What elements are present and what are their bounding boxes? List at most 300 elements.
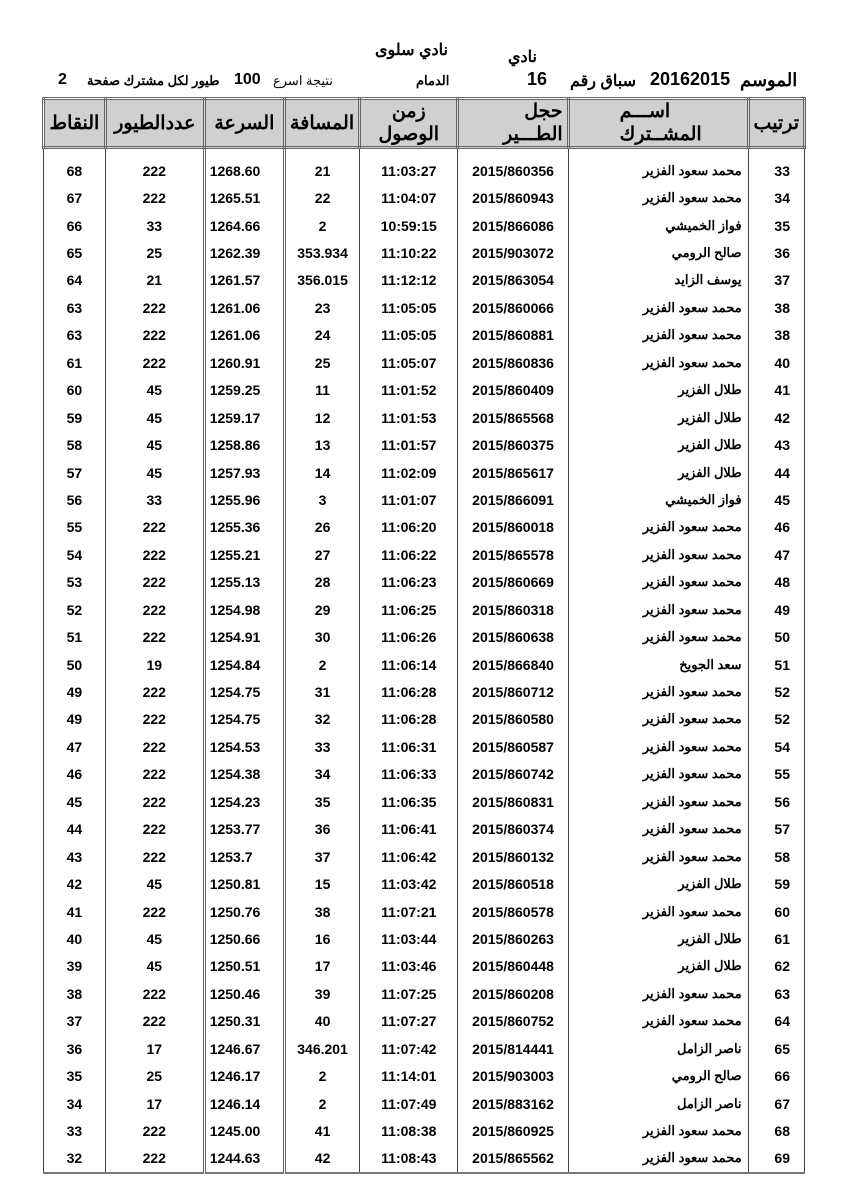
- speed-cell: 1260.91: [204, 349, 284, 376]
- rank-cell: 55: [748, 761, 804, 788]
- ring-cell: 2015/865562: [458, 1145, 568, 1173]
- name-cell: محمد سعود الفزير: [568, 349, 748, 376]
- distance-cell: 2: [285, 212, 360, 239]
- column-header-rank: ترتيب: [748, 99, 804, 148]
- time-cell: 11:01:07: [360, 486, 458, 513]
- time-cell: 11:07:21: [360, 898, 458, 925]
- table-row: [44, 706, 805, 733]
- points-cell: 32: [44, 1145, 106, 1173]
- rank-cell: 64: [748, 1008, 804, 1035]
- birds-cell: 25: [105, 1062, 204, 1089]
- speed-cell: 1250.46: [204, 980, 284, 1007]
- club-label: نادي: [508, 49, 537, 66]
- birds-cell: 222: [105, 816, 204, 843]
- points-cell: 34: [44, 1090, 106, 1117]
- ring-cell: 2015/860587: [458, 733, 568, 760]
- points-cell: 43: [44, 843, 106, 870]
- points-cell: 38: [44, 980, 106, 1007]
- time-cell: 11:08:38: [360, 1117, 458, 1144]
- rank-cell: 67: [748, 1090, 804, 1117]
- name-cell: محمد سعود الفزير: [568, 678, 748, 705]
- speed-cell: 1264.66: [204, 212, 284, 239]
- speed-cell: 1261.57: [204, 267, 284, 294]
- birds-cell: 222: [105, 1008, 204, 1035]
- ring-cell: 2015/860318: [458, 596, 568, 623]
- table-row: [44, 761, 805, 788]
- time-cell: 11:06:41: [360, 816, 458, 843]
- table-row: [44, 239, 805, 266]
- speed-cell: 1268.60: [204, 148, 284, 185]
- rank-cell: 45: [748, 486, 804, 513]
- points-cell: 60: [44, 377, 106, 404]
- distance-cell: 42: [285, 1145, 360, 1173]
- speed-cell: 1244.63: [204, 1145, 284, 1173]
- ring-cell: 2015/866840: [458, 651, 568, 678]
- ring-cell: 2015/860208: [458, 980, 568, 1007]
- time-cell: 11:07:25: [360, 980, 458, 1007]
- birds-cell: 222: [105, 596, 204, 623]
- points-cell: 49: [44, 706, 106, 733]
- distance-cell: 30: [285, 623, 360, 650]
- ring-cell: 2015/860578: [458, 898, 568, 925]
- rank-cell: 68: [748, 1117, 804, 1144]
- rank-cell: 52: [748, 706, 804, 733]
- name-cell: محمد سعود الفزير: [568, 1117, 748, 1144]
- page-number: 2: [58, 71, 67, 88]
- table-row: [44, 541, 805, 568]
- ring-cell: 2015/860375: [458, 431, 568, 458]
- name-cell: طلال الفزير: [568, 459, 748, 486]
- birds-cell: 222: [105, 843, 204, 870]
- time-cell: 11:03:42: [360, 870, 458, 897]
- birds-cell: 222: [105, 184, 204, 211]
- points-cell: 35: [44, 1062, 106, 1089]
- distance-cell: 31: [285, 678, 360, 705]
- name-cell: محمد سعود الفزير: [568, 843, 748, 870]
- distance-cell: 21: [285, 148, 360, 185]
- time-cell: 11:06:22: [360, 541, 458, 568]
- points-cell: 50: [44, 651, 106, 678]
- rank-cell: 34: [748, 184, 804, 211]
- distance-cell: 24: [285, 322, 360, 349]
- distance-cell: 17: [285, 953, 360, 980]
- name-cell: محمد سعود الفزير: [568, 541, 748, 568]
- birds-cell: 45: [105, 377, 204, 404]
- birds-cell: 222: [105, 733, 204, 760]
- name-cell: صالح الرومي: [568, 1062, 748, 1089]
- points-cell: 40: [44, 925, 106, 952]
- name-cell: محمد سعود الفزير: [568, 514, 748, 541]
- points-cell: 63: [44, 322, 106, 349]
- ring-cell: 2015/860836: [458, 349, 568, 376]
- time-cell: 11:03:44: [360, 925, 458, 952]
- time-cell: 11:10:22: [360, 239, 458, 266]
- speed-cell: 1255.13: [204, 569, 284, 596]
- ring-cell: 2015/860066: [458, 294, 568, 321]
- rank-cell: 49: [748, 596, 804, 623]
- name-cell: محمد سعود الفزير: [568, 184, 748, 211]
- speed-cell: 1253.77: [204, 816, 284, 843]
- time-cell: 11:03:27: [360, 148, 458, 185]
- rank-cell: 57: [748, 816, 804, 843]
- table-row: [44, 816, 805, 843]
- time-cell: 11:01:52: [360, 377, 458, 404]
- table-row: [44, 898, 805, 925]
- table-row: [44, 212, 805, 239]
- distance-cell: 3: [285, 486, 360, 513]
- distance-cell: 29: [285, 596, 360, 623]
- table-row: [44, 843, 805, 870]
- rank-cell: 60: [748, 898, 804, 925]
- time-cell: 11:05:07: [360, 349, 458, 376]
- birds-cell: 45: [105, 404, 204, 431]
- points-cell: 65: [44, 239, 106, 266]
- name-cell: محمد سعود الفزير: [568, 733, 748, 760]
- points-cell: 66: [44, 212, 106, 239]
- speed-cell: 1257.93: [204, 459, 284, 486]
- time-cell: 11:01:53: [360, 404, 458, 431]
- time-cell: 11:06:20: [360, 514, 458, 541]
- speed-cell: 1261.06: [204, 294, 284, 321]
- time-cell: 11:07:27: [360, 1008, 458, 1035]
- ring-cell: 2015/860943: [458, 184, 568, 211]
- points-cell: 49: [44, 678, 106, 705]
- name-cell: محمد سعود الفزير: [568, 623, 748, 650]
- birds-cell: 222: [105, 1117, 204, 1144]
- time-cell: 11:06:25: [360, 596, 458, 623]
- ring-cell: 2015/860018: [458, 514, 568, 541]
- ring-cell: 2015/860132: [458, 843, 568, 870]
- ring-cell: 2015/865617: [458, 459, 568, 486]
- birds-cell: 222: [105, 322, 204, 349]
- table-row: [44, 870, 805, 897]
- ring-cell: 2015/903003: [458, 1062, 568, 1089]
- distance-cell: 346.201: [285, 1035, 360, 1062]
- ring-cell: 2015/863054: [458, 267, 568, 294]
- distance-cell: 13: [285, 431, 360, 458]
- distance-cell: 33: [285, 733, 360, 760]
- column-header-name: اســـم المشــترك: [568, 99, 748, 148]
- distance-cell: 2: [285, 651, 360, 678]
- birds-cell: 222: [105, 294, 204, 321]
- distance-cell: 16: [285, 925, 360, 952]
- rank-cell: 54: [748, 733, 804, 760]
- time-cell: 10:59:15: [360, 212, 458, 239]
- points-cell: 45: [44, 788, 106, 815]
- rank-cell: 48: [748, 569, 804, 596]
- time-cell: 11:06:28: [360, 706, 458, 733]
- points-cell: 56: [44, 486, 106, 513]
- table-row: [44, 148, 805, 185]
- season-label: الموسم: [740, 70, 798, 90]
- name-cell: محمد سعود الفزير: [568, 294, 748, 321]
- results-table: [42, 97, 806, 1174]
- race-label: سباق رقم: [570, 73, 636, 90]
- speed-cell: 1250.51: [204, 953, 284, 980]
- table-row: [44, 651, 805, 678]
- distance-cell: 27: [285, 541, 360, 568]
- race-number: 16: [527, 69, 548, 89]
- distance-cell: 34: [285, 761, 360, 788]
- speed-cell: 1254.75: [204, 706, 284, 733]
- distance-cell: 35: [285, 788, 360, 815]
- speed-cell: 1255.96: [204, 486, 284, 513]
- birds-cell: 222: [105, 980, 204, 1007]
- table-row: [44, 267, 805, 294]
- distance-cell: 356.015: [285, 267, 360, 294]
- rank-cell: 44: [748, 459, 804, 486]
- name-cell: يوسف الزايد: [568, 267, 748, 294]
- name-cell: محمد سعود الفزير: [568, 1145, 748, 1173]
- ring-cell: 2015/860263: [458, 925, 568, 952]
- distance-cell: 25: [285, 349, 360, 376]
- rank-cell: 69: [748, 1145, 804, 1173]
- birds-cell: 222: [105, 514, 204, 541]
- table-row: [44, 1145, 805, 1173]
- time-cell: 11:06:14: [360, 651, 458, 678]
- name-cell: محمد سعود الفزير: [568, 569, 748, 596]
- points-cell: 53: [44, 569, 106, 596]
- birds-cell: 33: [105, 212, 204, 239]
- name-cell: محمد سعود الفزير: [568, 148, 748, 185]
- table-row: [44, 953, 805, 980]
- rank-cell: 36: [748, 239, 804, 266]
- birds-cell: 17: [105, 1090, 204, 1117]
- distance-cell: 36: [285, 816, 360, 843]
- column-header-points: النقاط: [44, 99, 106, 148]
- speed-cell: 1258.86: [204, 431, 284, 458]
- table-row: [44, 569, 805, 596]
- distance-cell: 15: [285, 870, 360, 897]
- time-cell: 11:12:12: [360, 267, 458, 294]
- rank-cell: 41: [748, 377, 804, 404]
- points-cell: 54: [44, 541, 106, 568]
- speed-cell: 1253.7: [204, 843, 284, 870]
- table-row: [44, 1090, 805, 1117]
- per-label: طيور لكل مشترك صفحة: [87, 73, 220, 88]
- time-cell: 11:06:23: [360, 569, 458, 596]
- table-row: [44, 404, 805, 431]
- speed-cell: 1259.25: [204, 377, 284, 404]
- rank-cell: 52: [748, 678, 804, 705]
- rank-cell: 38: [748, 294, 804, 321]
- time-cell: 11:02:09: [360, 459, 458, 486]
- birds-cell: 222: [105, 1145, 204, 1173]
- rank-cell: 61: [748, 925, 804, 952]
- birds-cell: 222: [105, 761, 204, 788]
- points-cell: 63: [44, 294, 106, 321]
- table-row: [44, 1008, 805, 1035]
- distance-cell: 22: [285, 184, 360, 211]
- ring-cell: 2015/860518: [458, 870, 568, 897]
- birds-cell: 222: [105, 349, 204, 376]
- speed-cell: 1254.84: [204, 651, 284, 678]
- speed-cell: 1255.21: [204, 541, 284, 568]
- points-cell: 39: [44, 953, 106, 980]
- ring-cell: 2015/860669: [458, 569, 568, 596]
- name-cell: ناصر الزامل: [568, 1035, 748, 1062]
- points-cell: 61: [44, 349, 106, 376]
- rank-cell: 59: [748, 870, 804, 897]
- rank-cell: 56: [748, 788, 804, 815]
- name-cell: محمد سعود الفزير: [568, 322, 748, 349]
- club-name: نادي سلوى: [375, 42, 448, 59]
- birds-cell: 222: [105, 788, 204, 815]
- table-row: [44, 322, 805, 349]
- points-cell: 55: [44, 514, 106, 541]
- table-row: [44, 980, 805, 1007]
- time-cell: 11:06:31: [360, 733, 458, 760]
- rank-cell: 47: [748, 541, 804, 568]
- column-header-birds: عددالطيور: [105, 99, 204, 148]
- points-cell: 68: [44, 148, 106, 185]
- ring-cell: 2015/860712: [458, 678, 568, 705]
- ring-cell: 2015/866086: [458, 212, 568, 239]
- birds-cell: 25: [105, 239, 204, 266]
- ring-cell: 2015/883162: [458, 1090, 568, 1117]
- ring-cell: 2015/860742: [458, 761, 568, 788]
- table-row: [44, 377, 805, 404]
- distance-cell: 353.934: [285, 239, 360, 266]
- name-cell: فواز الخميشي: [568, 486, 748, 513]
- time-cell: 11:08:43: [360, 1145, 458, 1173]
- rank-cell: 38: [748, 322, 804, 349]
- table-row: [44, 925, 805, 952]
- table-row: [44, 459, 805, 486]
- name-cell: طلال الفزير: [568, 404, 748, 431]
- column-header-speed: السرعة: [204, 99, 284, 148]
- time-cell: 11:06:26: [360, 623, 458, 650]
- speed-cell: 1250.76: [204, 898, 284, 925]
- speed-cell: 1254.98: [204, 596, 284, 623]
- time-cell: 11:06:33: [360, 761, 458, 788]
- time-cell: 11:05:05: [360, 294, 458, 321]
- speed-cell: 1250.81: [204, 870, 284, 897]
- ring-cell: 2015/860752: [458, 1008, 568, 1035]
- table-row: [44, 596, 805, 623]
- points-cell: 67: [44, 184, 106, 211]
- birds-cell: 222: [105, 898, 204, 925]
- table-row: [44, 1117, 805, 1144]
- table-row: [44, 294, 805, 321]
- time-cell: 11:03:46: [360, 953, 458, 980]
- name-cell: محمد سعود الفزير: [568, 898, 748, 925]
- birds-cell: 19: [105, 651, 204, 678]
- ring-cell: 2015/860580: [458, 706, 568, 733]
- points-cell: 46: [44, 761, 106, 788]
- table-row: [44, 1062, 805, 1089]
- birds-cell: 45: [105, 870, 204, 897]
- distance-cell: 28: [285, 569, 360, 596]
- distance-cell: 2: [285, 1090, 360, 1117]
- table-row: [44, 431, 805, 458]
- points-cell: 37: [44, 1008, 106, 1035]
- rank-cell: 35: [748, 212, 804, 239]
- rank-cell: 51: [748, 651, 804, 678]
- birds-cell: 45: [105, 459, 204, 486]
- speed-cell: 1254.53: [204, 733, 284, 760]
- ring-cell: 2015/866091: [458, 486, 568, 513]
- time-cell: 11:04:07: [360, 184, 458, 211]
- ring-cell: 2015/814441: [458, 1035, 568, 1062]
- distance-cell: 11: [285, 377, 360, 404]
- season-value: 20162015: [650, 69, 731, 89]
- birds-cell: 222: [105, 706, 204, 733]
- name-cell: محمد سعود الفزير: [568, 706, 748, 733]
- rank-cell: 43: [748, 431, 804, 458]
- time-cell: 11:06:28: [360, 678, 458, 705]
- name-cell: طلال الفزير: [568, 953, 748, 980]
- ring-cell: 2015/860638: [458, 623, 568, 650]
- time-cell: 11:06:42: [360, 843, 458, 870]
- column-header-ring: حجل الطـــير: [458, 99, 568, 148]
- rank-cell: 37: [748, 267, 804, 294]
- birds-cell: 45: [105, 431, 204, 458]
- points-cell: 59: [44, 404, 106, 431]
- table-row: [44, 623, 805, 650]
- time-cell: 11:06:35: [360, 788, 458, 815]
- speed-cell: 1246.67: [204, 1035, 284, 1062]
- ring-cell: 2015/865568: [458, 404, 568, 431]
- birds-cell: 222: [105, 678, 204, 705]
- speed-cell: 1250.66: [204, 925, 284, 952]
- column-header-time: زمن الوصول: [360, 99, 458, 148]
- name-cell: محمد سعود الفزير: [568, 816, 748, 843]
- name-cell: طلال الفزير: [568, 377, 748, 404]
- table-row: [44, 788, 805, 815]
- name-cell: محمد سعود الفزير: [568, 761, 748, 788]
- ring-cell: 2015/860881: [458, 322, 568, 349]
- birds-cell: 222: [105, 148, 204, 185]
- ring-cell: 2015/860356: [458, 148, 568, 185]
- name-cell: ناصر الزامل: [568, 1090, 748, 1117]
- distance-cell: 41: [285, 1117, 360, 1144]
- distance-cell: 40: [285, 1008, 360, 1035]
- name-cell: صالح الرومي: [568, 239, 748, 266]
- name-cell: محمد سعود الفزير: [568, 596, 748, 623]
- points-cell: 33: [44, 1117, 106, 1144]
- time-cell: 11:05:05: [360, 322, 458, 349]
- time-cell: 11:01:57: [360, 431, 458, 458]
- table-row: [44, 349, 805, 376]
- name-cell: محمد سعود الفزير: [568, 980, 748, 1007]
- table-row: [44, 514, 805, 541]
- points-cell: 58: [44, 431, 106, 458]
- name-cell: محمد سعود الفزير: [568, 1008, 748, 1035]
- birds-cell: 17: [105, 1035, 204, 1062]
- speed-cell: 1254.23: [204, 788, 284, 815]
- ring-cell: 2015/860409: [458, 377, 568, 404]
- result-label: نتيجة اسرع: [273, 73, 333, 88]
- speed-cell: 1265.51: [204, 184, 284, 211]
- points-cell: 36: [44, 1035, 106, 1062]
- rank-cell: 42: [748, 404, 804, 431]
- rank-cell: 66: [748, 1062, 804, 1089]
- distance-cell: 14: [285, 459, 360, 486]
- speed-cell: 1259.17: [204, 404, 284, 431]
- time-cell: 11:07:42: [360, 1035, 458, 1062]
- speed-cell: 1255.36: [204, 514, 284, 541]
- points-cell: 44: [44, 816, 106, 843]
- distance-cell: 2: [285, 1062, 360, 1089]
- birds-cell: 45: [105, 925, 204, 952]
- rank-cell: 58: [748, 843, 804, 870]
- ring-cell: 2015/860374: [458, 816, 568, 843]
- speed-cell: 1262.39: [204, 239, 284, 266]
- ring-cell: 2015/865578: [458, 541, 568, 568]
- points-cell: 41: [44, 898, 106, 925]
- rank-cell: 46: [748, 514, 804, 541]
